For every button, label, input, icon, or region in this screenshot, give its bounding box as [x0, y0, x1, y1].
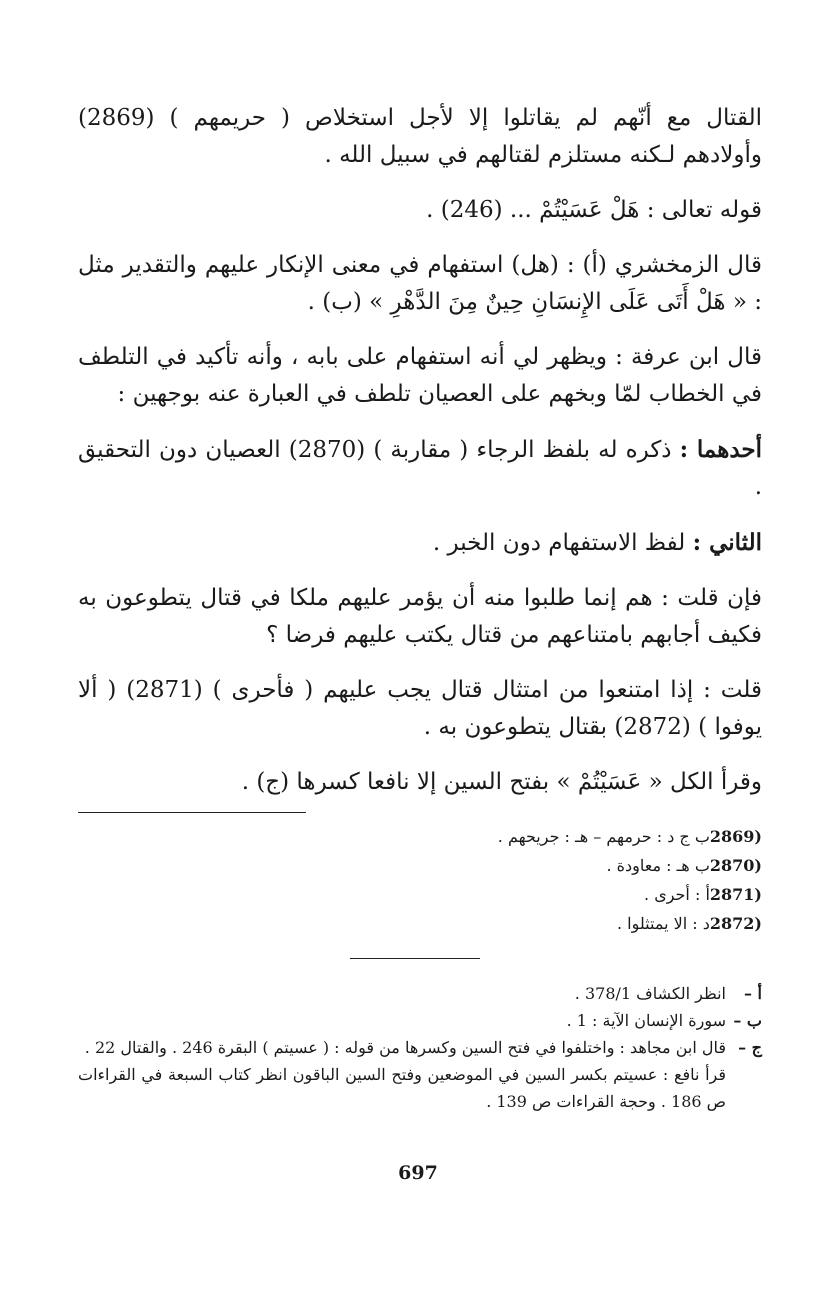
- paragraph-8: قلت : إذا امتنعوا من امتثال قتال يجب عليهم ( فأحرى ) (2871) ( ألا يوفوا ) (2872) بقتال يتطوعون به .: [78, 677, 762, 740]
- reference-text: سورة الإنسان الآية : 1 .: [566, 1011, 726, 1030]
- paragraph-1: القتال مع أنّهم لم يقاتلوا إلا لأجل استخلاص ( حريمهم ) (2869) وأولادهم لـكنه مستلزم لقتالهم في سبيل الله .: [78, 105, 762, 168]
- paragraph-6-lead: الثاني :: [692, 529, 762, 556]
- reference-note: [78, 1007, 762, 1034]
- book-page: [78, 100, 762, 1290]
- variant-note: [78, 851, 762, 880]
- reference-note: [78, 980, 762, 1007]
- reference-text: انظر الكشاف 378/1 .: [574, 984, 726, 1003]
- variant-note-text: أ : أحرى .: [644, 885, 710, 904]
- reference-key: ب –: [733, 1011, 762, 1030]
- variant-note-number: 2872): [709, 914, 762, 933]
- reference-note: [78, 1034, 762, 1061]
- main-text: [78, 100, 762, 801]
- variant-note-number: 2869): [709, 827, 762, 846]
- variant-note-text: ب هـ : معاودة .: [606, 856, 710, 875]
- paragraph-3: قال الزمخشري (أ) : (هل) استفهام في معنى الإنكار عليهم والتقدير مثل : « هَلْ أَتَى عَلَى الإِنسَانِ حِينٌ مِنَ الدَّهْرِ » (ب) .: [78, 252, 762, 315]
- paragraph-2: قوله تعالى : هَلْ عَسَيْتُمْ ... (246) .: [426, 197, 762, 223]
- paragraph-5-text: ذكره له بلفظ الرجاء ( مقاربة ) (2870) العصيان دون التحقيق .: [78, 437, 762, 500]
- paragraph-5-lead: أحدهما :: [679, 436, 763, 463]
- paragraph-4: قال ابن عرفة : ويظهر لي أنه استفهام على بابه ، وأنه تأكيد في التلطف في الخطاب لمّا وبخهم على العصيان تلطف في العبارة عنه بوجهين :: [78, 344, 762, 407]
- page-number: 697: [398, 1162, 438, 1184]
- reference-key: ج –: [738, 1038, 762, 1057]
- reference-text: قرأ نافع : عسيتم بكسر السين في الموضعين وفتح السين الباقون انظر كتاب السبعة في القراءات ص 186 . وحجة القراءات ص 139 .: [78, 1065, 726, 1111]
- variant-note: [78, 822, 762, 851]
- variant-note: [78, 880, 762, 909]
- variant-note-number: 2871): [709, 885, 762, 904]
- variants-divider: [78, 812, 306, 813]
- variant-notes: [78, 822, 762, 938]
- reference-notes: [78, 980, 762, 1115]
- paragraph-7: فإن قلت : هم إنما طلبوا منه أن يؤمر عليهم ملكا في قتال يتطوعون به فكيف أجابهم بامتناعهم من قتال يكتب عليهم فرضا ؟: [78, 585, 762, 648]
- reference-key: أ –: [743, 984, 762, 1003]
- reference-note: [78, 1061, 762, 1115]
- references-divider: [350, 958, 480, 959]
- variant-note-number: 2870): [709, 856, 762, 875]
- reference-key: [726, 1061, 762, 1115]
- paragraph-6-text: لفظ الاستفهام دون الخبر .: [432, 530, 693, 556]
- paragraph-9: وقرأ الكل « عَسَيْتُمْ » بفتح السين إلا نافعا كسرها (ج) .: [241, 769, 762, 795]
- variant-note-text: د : الا يمتثلوا .: [617, 914, 710, 933]
- variant-note-text: ب ج د : حرمهم – هـ : جريحهم .: [497, 827, 710, 846]
- variant-note: [78, 909, 762, 938]
- paragraph-5: [78, 431, 762, 506]
- reference-text: قال ابن مجاهد : واختلفوا في فتح السين وكسرها من قوله : ( عسيتم ) البقرة 246 . والقتال 22 .: [84, 1038, 726, 1057]
- paragraph-6: [78, 524, 762, 562]
